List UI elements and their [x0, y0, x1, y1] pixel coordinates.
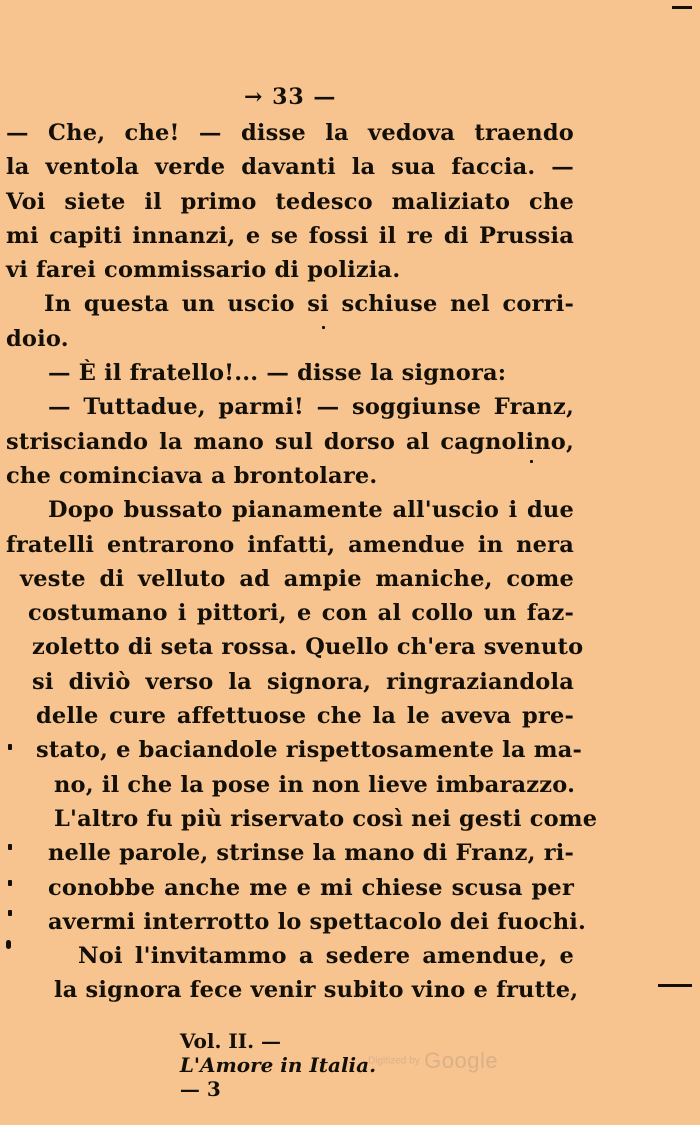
scan-artifact [530, 460, 533, 463]
footer-title: L'Amore in Italia. [179, 1053, 377, 1077]
text-line: la signora fece venir subito vino e frutte, [54, 977, 579, 1004]
margin-mark [6, 940, 11, 949]
text-line: In questa un uscio si schiuse nel corri- [44, 291, 574, 318]
text-line: si diviò verso la signora, ringraziandola [32, 668, 574, 695]
watermark-small-text: Digitized by [368, 1055, 420, 1067]
page-footer [152, 1005, 376, 1125]
text-line: Voi siete il primo tedesco maliziato che [6, 188, 574, 215]
margin-mark [8, 744, 12, 750]
margin-mark [8, 880, 12, 886]
text-line: zoletto di seta rossa. Quello ch'era svenuto [32, 634, 584, 661]
text-line: no, il che la pose in non lieve imbarazzo. [54, 771, 576, 798]
text-line: delle cure affettuose che la le aveva pre- [36, 703, 574, 730]
text-line: fratelli entrarono infatti, amendue in nera [6, 531, 574, 558]
scan-artifact [672, 6, 692, 9]
margin-mark [8, 910, 12, 916]
text-line: nelle parole, strinse la mano di Franz, ri- [48, 840, 575, 867]
text-line: — Tuttadue, parmi! — soggiunse Franz, [48, 394, 574, 421]
text-line: la ventola verde davanti la sua faccia. — [6, 154, 574, 181]
digitized-watermark [368, 1048, 498, 1074]
text-line: — È il fratello!... — disse la signora: [48, 360, 507, 387]
text-line: strisciando la mano sul dorso al cagnolino, [6, 428, 574, 455]
text-line: avermi interrotto lo spettacolo dei fuochi. [48, 908, 587, 935]
scan-artifact [658, 984, 692, 987]
text-line: Noi l'invitammo a sedere amendue, e [78, 943, 574, 970]
page-number: → 33 — [244, 84, 337, 110]
text-line: Dopo bussato pianamente all'uscio i due [48, 497, 574, 524]
scan-artifact [322, 326, 325, 329]
text-line: conobbe anche me e mi chiese scusa per [48, 874, 574, 901]
text-line: veste di velluto ad ampie maniche, come [20, 565, 574, 592]
text-line: costumano i pittori, e con al collo un faz- [28, 600, 574, 627]
text-line: mi capiti innanzi, e se fossi il re di Prussia [6, 222, 574, 249]
footer-signature: — 3 [179, 1077, 221, 1101]
text-line: che cominciava a brontolare. [6, 462, 378, 489]
text-line: stato, e baciandole rispettosamente la ma- [36, 737, 583, 764]
page-body [6, 116, 598, 1008]
text-line: L'altro fu più riservato così nei gesti come [54, 805, 598, 832]
margin-mark [8, 844, 12, 850]
text-line: — Che, che! — disse la vedova traendo [6, 120, 574, 146]
footer-volume: Vol. II. — [179, 1029, 282, 1053]
text-line: doio. [6, 325, 69, 352]
text-line: vi farei commissario di polizia. [6, 257, 401, 284]
watermark-logo-text: Google [424, 1048, 499, 1073]
